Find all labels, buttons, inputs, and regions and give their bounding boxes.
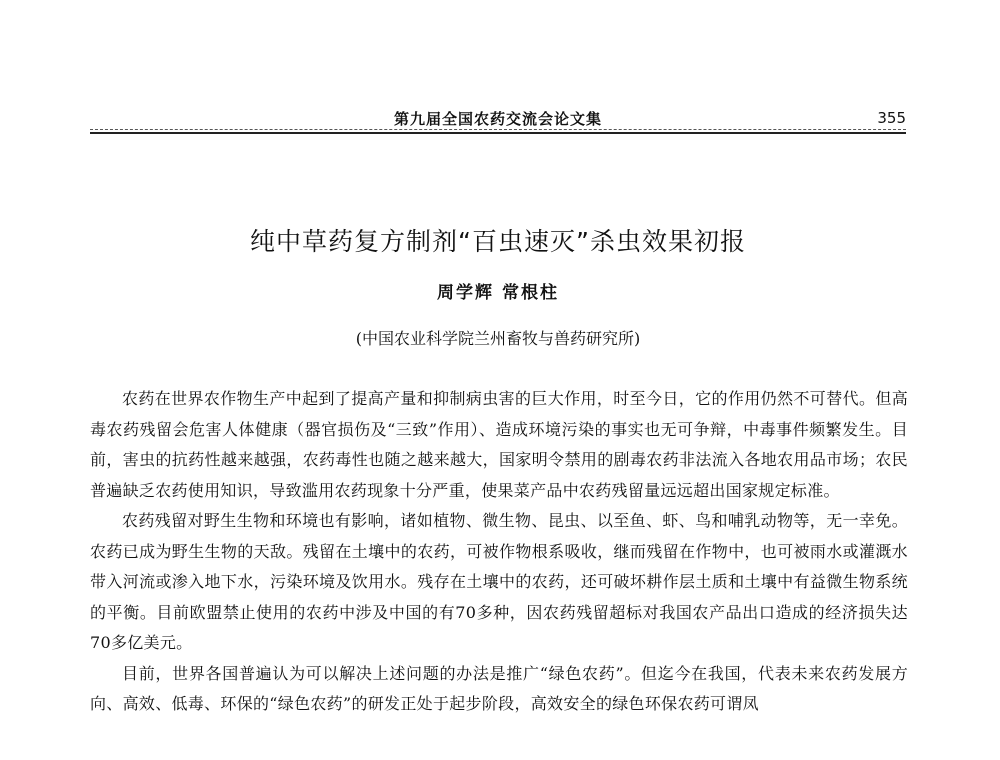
body-paragraph: 农药在世界农作物生产中起到了提高产量和抑制病虫害的巨大作用，时至今日，它的作用仍然不可替代。但高毒农药残留会危害人体健康（器官损伤及“三致”作用）、造成环境污染的事实也无可争辩，中毒事件频繁发生。目前，害虫的抗药性越来越强，农药毒性也随之越来越大，国家明令禁用的剧毒农药非法流入各地农用品市场；农民普遍缺乏农药使用知识，导致滥用农药现象十分严重，使果菜产品中农药残留量远远超出国家规定标准。 (90, 389, 908, 500)
header-rule (90, 132, 906, 134)
body-paragraph: 农药残留对野生生物和环境也有影响，诸如植物、微生物、昆虫、以至鱼、虾、鸟和哺乳动物等，无一幸免。农药已成为野生生物的天敌。残留在土壤中的农药，可被作物根系吸收，继而残留在作物中，也可被雨水或灌溉水带入河流或渗入地下水，污染环境及饮用水。残存在土壤中的农药，还可破坏耕作层土质和土壤中有益微生物系统的平衡。目前欧盟禁止使用的农药中涉及中国的有70多种，因农药残留超标对我国农产品出口造成的经济损失达70多亿美元。 (90, 511, 908, 652)
proceedings-title: 第九届全国农药交流会论文集 (393, 110, 602, 128)
header-dashed-rule (90, 129, 906, 130)
paper-title: 纯中草药复方制剂“百虫速灭”杀虫效果初报 (250, 227, 746, 256)
authors: 周学辉 常根柱 (437, 283, 559, 303)
affiliation: (中国农业科学院兰州畜牧与兽药研究所) (355, 329, 641, 348)
body-paragraph: 目前，世界各国普遍认为可以解决上述问题的办法是推广“绿色农药”。但迄今在我国，代表未来农药发展方向、高效、低毒、环保的“绿色农药”的研发正处于起步阶段，高效安全的绿色环保农药可谓凤 (90, 663, 908, 713)
body-text (90, 384, 908, 720)
page-number: 355 (877, 109, 906, 127)
